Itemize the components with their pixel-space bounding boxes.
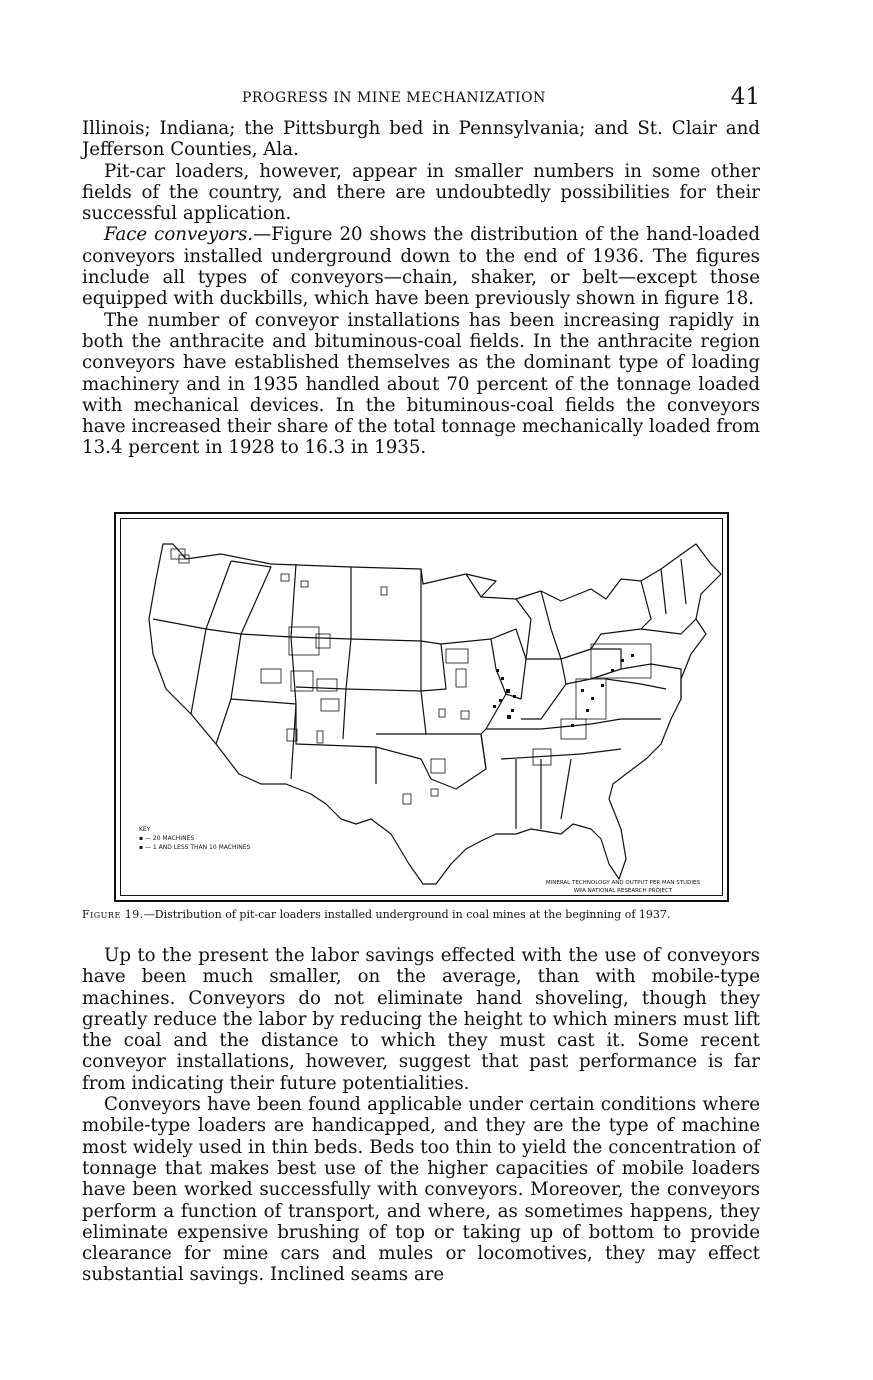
running-title: PROGRESS IN MINE MECHANIZATION: [242, 90, 546, 106]
page-number: 41: [730, 84, 760, 110]
credit-line-1: MINERAL TECHNOLOGY AND OUTPUT PER MAN STUDIES: [545, 880, 700, 886]
key-item-1-10-machines: ▪ — 1 AND LESS THAN 10 MACHINES: [139, 844, 251, 851]
face-conveyors-text: —Figure 20 shows the distribution of the hand-loaded conveyors installed underground down to the end of 1936. The figures include all types of conveyors—chain, shaker, or belt—except those equipped with duckbills, which have been previously shown in figure 18.: [82, 224, 760, 310]
caption-text: —Distribution of pit-car loaders installed underground in coal mines at the beginning of 1937.: [143, 908, 671, 921]
paragraph-labor-savings: Up to the present the labor savings effected with the use of conveyors have been much smaller, on the average, than with mobile-type machines. Conveyors do not eliminate hand shoveling, though they greatly reduce the labor by reducing the height to which miners must lift the coal and the distance to which they must cast it. Some recent conveyor installations, however, suggest that past performance is far from indicating their future potentialities.: [82, 945, 760, 1094]
map-key: [139, 825, 250, 852]
section-heading-face-conveyors: Face conveyors.: [104, 224, 254, 246]
paragraph-thin-beds: Conveyors have been found applicable under certain conditions where mobile-type loaders are handicapped, and they are the type of machine most widely used in thin beds. Beds too thin to yield the concentration of tonnage that makes best use of the higher capacities of mobile loaders have been worked successfully with conveyors. Moreover, the conveyors perform a function of transport, and where, as sometimes happens, they eliminate expensive brushing of top or taking up of bottom to provide clearance for mine cars and mules or locomotives, they may effect substantial savings. Inclined seams are: [82, 1094, 760, 1286]
paragraph-face-conveyors: [82, 224, 760, 309]
figure-frame: [120, 518, 723, 896]
paragraph-pit-car-loaders: Pit-car loaders, however, appear in smaller numbers in some other fields of the country, and there are undoubtedly possibilities for their successful application.: [82, 160, 760, 225]
page-body: [82, 84, 760, 459]
caption-label: Figure 19.: [82, 908, 144, 921]
figure-map: [114, 512, 729, 902]
page-body-lower: [82, 945, 760, 1286]
paragraph-conveyor-installations: The number of conveyor installations has been increasing rapidly in both the anthracite and bituminous-coal fields. In the anthracite region conveyors have established themselves as the dominant type of loading machinery and in 1935 handled about 70 percent of the tonnage loaded with mechanical devices. In the bituminous-coal fields the conveyors have increased their share of the total tonnage mechanically loaded from 13.4 percent in 1928 to 16.3 in 1935.: [82, 309, 760, 459]
paragraph-continued: Illinois; Indiana; the Pittsburgh bed in Pennsylvania; and St. Clair and Jefferson Counties, Ala.: [82, 118, 760, 161]
key-title: KEY: [139, 826, 151, 833]
running-head: [82, 84, 760, 118]
credit-line-2: WPA NATIONAL RESEARCH PROJECT: [573, 888, 673, 894]
map-credit: [546, 879, 700, 895]
figure-caption: [82, 908, 760, 922]
key-item-20-machines: ▪ — 20 MACHINES: [139, 835, 195, 842]
